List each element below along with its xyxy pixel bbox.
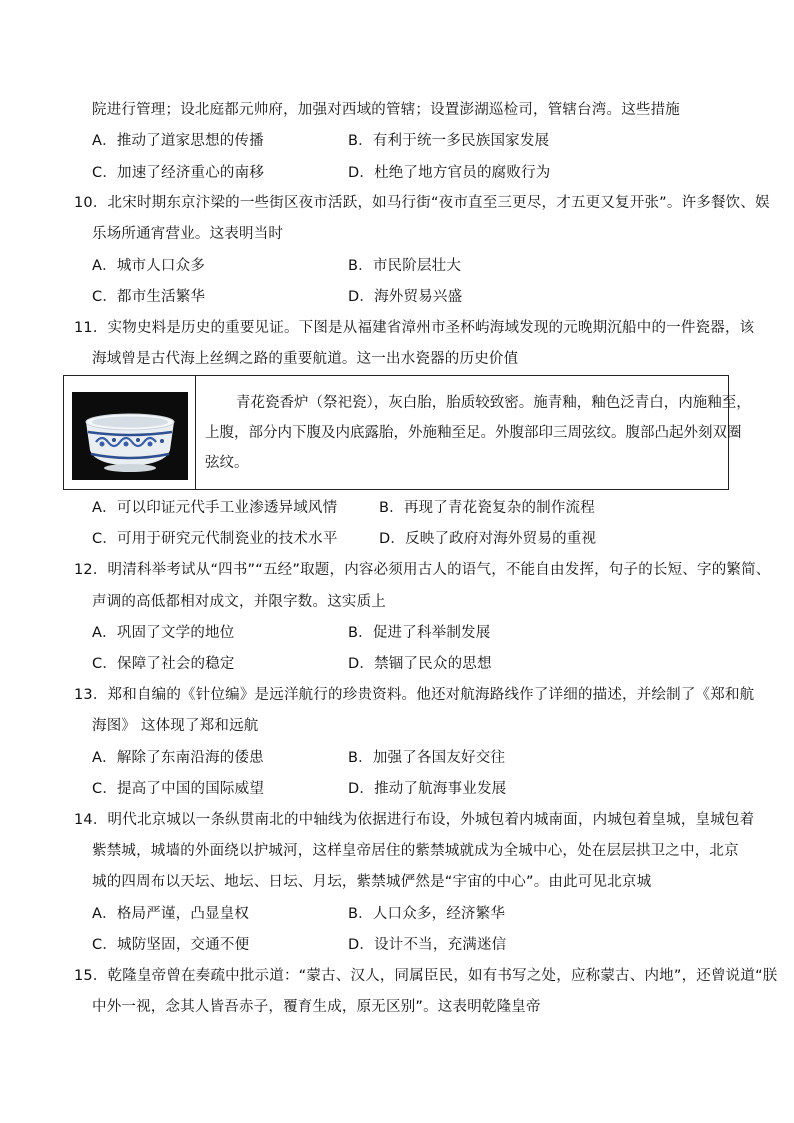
q15-stem-line1: 15．乾隆皇帝曾在奏疏中批示道：“蒙古、汉人，同属臣民，如有书写之处，应称蒙古、内地”，还曾说道“朕 bbox=[74, 968, 778, 984]
q14-stem-line1: 14．明代北京城以一条纵贯南北的中轴线为依据进行布设，外城包着内城南面，内城包着皇城，皇城包着 bbox=[74, 812, 755, 828]
q10-stem-line2: 乐场所通宵营业。这表明当时 bbox=[92, 226, 284, 242]
q10-option-a: A．城市人口众多 bbox=[92, 258, 206, 274]
q10-option-d: D．海外贸易兴盛 bbox=[348, 289, 463, 305]
q14-option-c: C．城防坚固，交通不便 bbox=[92, 937, 250, 953]
artifact-desc-line1: 青花瓷香炉（祭祀瓷），灰白胎，胎质较致密。施青釉，釉色泛青白，内施釉至， bbox=[236, 395, 751, 411]
artifact-desc-line3: 弦纹。 bbox=[205, 455, 249, 471]
q12-option-d: D．禁锢了民众的思想 bbox=[348, 656, 492, 672]
q10-stem-line1: 10．北宋时期东京汴梁的一些街区夜市活跃，如马行街“夜市直至三更尽，才五更又复开张”。许多餐饮、娱 bbox=[74, 195, 770, 211]
q11-option-a: A．可以印证元代手工业渗透异域风情 bbox=[92, 500, 338, 516]
q12-option-a: A．巩固了文学的地位 bbox=[92, 625, 235, 641]
q9-option-b: B．有利于统一多民族国家发展 bbox=[348, 133, 550, 149]
q12-option-b: B．促进了科举制发展 bbox=[348, 625, 491, 641]
q13-option-d: D．推动了航海事业发展 bbox=[348, 781, 507, 797]
q9-stem-tail: 院进行管理；设北庭都元帅府，加强对西域的管辖；设置澎湖巡检司，管辖台湾。这些措施 bbox=[92, 102, 680, 118]
porcelain-censer-image bbox=[72, 392, 188, 480]
porcelain-censer-drawing bbox=[72, 392, 188, 480]
q9-option-c: C．加速了经济重心的南移 bbox=[92, 165, 265, 181]
q14-stem-line3: 城的四周布以天坛、地坛、日坛、月坛，紫禁城俨然是“宇宙的中心”。由此可见北京城 bbox=[92, 874, 652, 890]
q14-stem-line2: 紫禁城，城墙的外面绕以护城河，这样皇帝居住的紫禁城就成为全城中心，处在层层拱卫之中，北京 bbox=[92, 843, 739, 859]
q15-stem-line2: 中外一视，念其人皆吾赤子，覆育生成，原无区别”。这表明乾隆皇帝 bbox=[92, 999, 541, 1015]
q12-stem-line2: 声调的高低都相对成文，并限字数。这实质上 bbox=[92, 594, 386, 610]
q10-option-c: C．都市生活繁华 bbox=[92, 289, 206, 305]
artifact-image-cell bbox=[64, 376, 196, 489]
q14-option-a: A．格局严谨，凸显皇权 bbox=[92, 906, 250, 922]
q14-option-b: B．人口众多，经济繁华 bbox=[348, 906, 506, 922]
q12-stem-line1: 12．明清科举考试从“四书”“五经”取题，内容必须用古人的语气，不能自由发挥，句子的长短、字的繁简、 bbox=[74, 562, 771, 578]
artifact-info-box bbox=[63, 375, 751, 490]
q11-option-b: B．再现了青花瓷复杂的制作流程 bbox=[379, 500, 595, 516]
q13-stem-line1: 13．郑和自编的《针位编》是远洋航行的珍贵资料。他还对航海路线作了详细的描述，并绘制了《郑和航 bbox=[74, 687, 755, 703]
q11-stem-line1: 11．实物史料是历史的重要见证。下图是从福建省漳州市圣杯屿海域发现的元晚期沉船中的一件瓷器，该 bbox=[74, 320, 755, 336]
q9-option-a: A．推动了道家思想的传播 bbox=[92, 133, 264, 149]
q9-option-d: D．杜绝了地方官员的腐败行为 bbox=[348, 165, 551, 181]
q13-option-a: A．解除了东南沿海的倭患 bbox=[92, 750, 264, 766]
q11-stem-line2: 海域曾是古代海上丝绸之路的重要航道。这一出水瓷器的历史价值 bbox=[92, 351, 519, 367]
q11-option-d: D．反映了政府对海外贸易的重视 bbox=[379, 531, 597, 547]
q13-stem-line2: 海图》 这体现了郑和远航 bbox=[92, 718, 259, 734]
q11-option-c: C．可用于研究元代制瓷业的技术水平 bbox=[92, 531, 338, 547]
q10-option-b: B．市民阶层壮大 bbox=[348, 258, 462, 274]
q12-option-c: C．保障了社会的稳定 bbox=[92, 656, 235, 672]
q13-option-c: C．提高了中国的国际威望 bbox=[92, 781, 265, 797]
q14-option-d: D．设计不当，充满迷信 bbox=[348, 937, 507, 953]
q13-option-b: B．加强了各国友好交往 bbox=[348, 750, 506, 766]
artifact-desc-line2: 上腹，部分内下腹及内底露胎，外施釉至足。外腹部印三周弦纹。腹部凸起外刻双圈 bbox=[205, 425, 742, 441]
